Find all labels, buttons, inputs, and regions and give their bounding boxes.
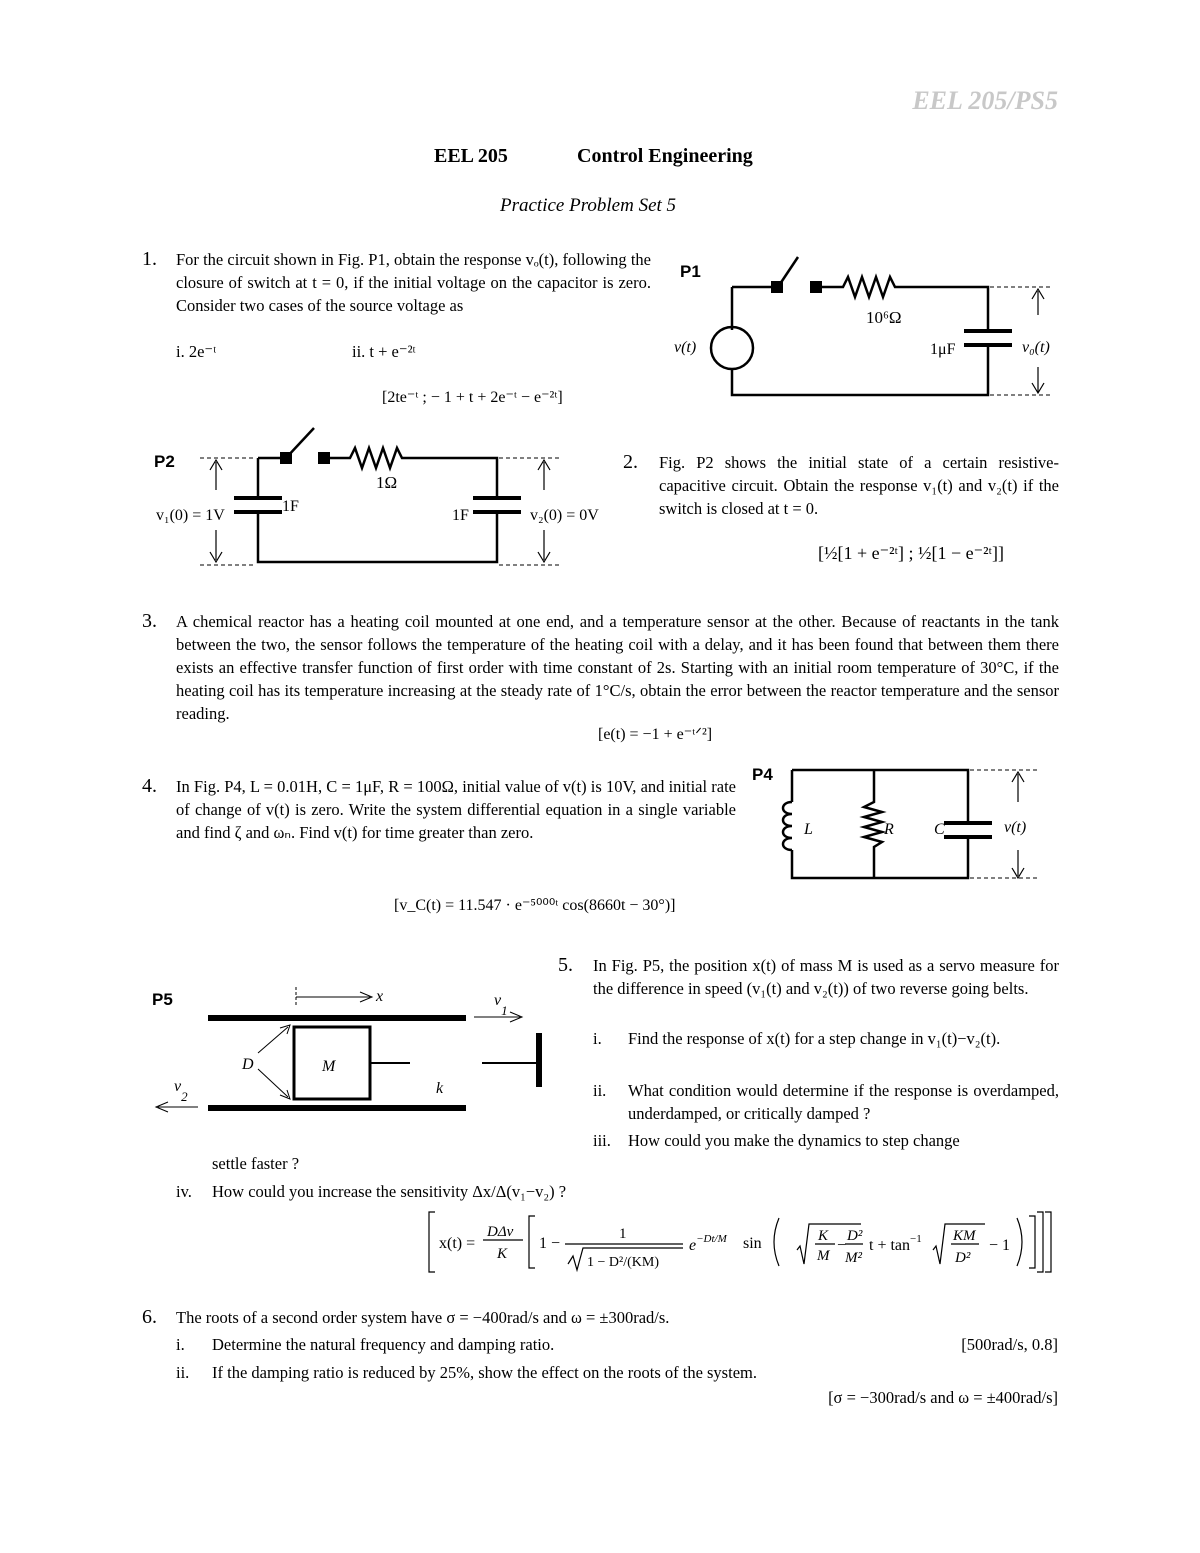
problem-2-answer: [½[1 + e⁻²ᵗ] ; ½[1 − e⁻²ᵗ]]: [818, 543, 1004, 563]
formula-tail: − 1: [989, 1237, 1011, 1254]
figure-p5-label: P5: [152, 990, 173, 1009]
formula-numerator: DΔv: [487, 1224, 514, 1240]
formula-m: M: [817, 1248, 830, 1264]
document-header: EEL 205/PS5: [912, 86, 1058, 115]
figure-p1-circuit: [668, 255, 1068, 415]
problem-set-subtitle: Practice Problem Set 5: [500, 195, 677, 216]
problem-6-item-2-text: If the damping ratio is reduced by 25%, show the effect on the roots of the system.: [212, 1363, 757, 1382]
figure-p1-label: P1: [680, 262, 701, 281]
problem-2-text: Fig. P2 shows the initial state of a certain resistive-capacitive circuit. Obtain the response v₁(t) and v₂(t) if the switch is closed at t = 0.: [659, 453, 1059, 518]
formula-tan-inverse: $t + \tan^{-1}$: [869, 1233, 922, 1254]
figure-p2-c1-label: 1F: [282, 498, 299, 515]
problem-6-item-1-text: Determine the natural frequency and damping ratio.: [212, 1335, 555, 1354]
problem-5-item-1-number: i.: [593, 1029, 602, 1048]
figure-p2-c2-label: 1F: [452, 507, 469, 524]
figure-p1-resistor-label: 10⁶Ω: [866, 308, 902, 327]
problem-4-answer: [v_C(t) = 11.547 · e⁻⁵⁰⁰⁰ᵗ cos(8660t − 30°)]: [394, 897, 676, 914]
course-name: Control Engineering: [577, 145, 753, 167]
formula-sin: sin: [743, 1235, 762, 1252]
problem-1-case-1: i. 2e⁻ᵗ: [176, 342, 217, 361]
problem-6-text: The roots of a second order system have σ = −400rad/s and ω = ±300rad/s.: [176, 1308, 670, 1327]
figure-p4-circuit: [752, 760, 1052, 885]
problem-5-answer-formula: [425, 1208, 1055, 1278]
problem-3-number: 3.: [142, 610, 157, 632]
formula-minus: −: [837, 1237, 847, 1254]
problem-1-answer: [2te⁻ᵗ ; − 1 + t + 2e⁻ᵗ − e⁻²ᵗ]: [382, 389, 563, 406]
figure-p4-output-label: v(t): [1004, 819, 1027, 836]
formula-m-squared: M²: [845, 1250, 862, 1266]
figure-p2-resistor-label: 1Ω: [376, 473, 398, 492]
formula-one-minus: 1 −: [539, 1235, 561, 1252]
figure-p4-capacitor-label: C: [934, 821, 945, 838]
problem-5-item-4-text: How could you increase the sensitivity Δx/Δ(v₁−v₂) ?: [212, 1182, 567, 1201]
problem-6-item-1-answer: [500rad/s, 0.8]: [961, 1335, 1058, 1354]
problem-1-case-2: ii. t + e⁻²ᵗ: [352, 342, 416, 361]
figure-p5-v1-label: $v_1$: [494, 992, 508, 1018]
figure-p2-v2-label: v₂(0) = 0V: [530, 507, 599, 524]
problem-5-item-3-continuation: settle faster ?: [212, 1154, 300, 1173]
formula-exponential: $e^{-Dt/M}$: [689, 1233, 727, 1254]
problem-5-item-3-text: How could you make the dynamics to step change: [628, 1131, 960, 1150]
problem-1-number: 1.: [142, 248, 157, 270]
formula-fraction-denominator: 1 − D²/(KM): [587, 1255, 659, 1270]
figure-p5-servo: [148, 975, 558, 1125]
formula-km: KM: [953, 1228, 976, 1244]
problem-6-item-2-number: ii.: [176, 1363, 190, 1382]
problem-4-number: 4.: [142, 775, 157, 797]
figure-p1-source-label: v(t): [674, 339, 697, 356]
formula-lhs: x(t) =: [439, 1235, 476, 1252]
formula-denominator: K: [497, 1246, 508, 1262]
problem-6-item-2-answer: [σ = −300rad/s and ω = ±400rad/s]: [828, 1388, 1058, 1407]
figure-p5-spring-label: k: [436, 1080, 444, 1097]
problem-3-answer: [e(t) = −1 + e⁻ᵗᐟ²]: [598, 726, 713, 743]
problem-5-item-2-number: ii.: [593, 1081, 607, 1100]
problem-1-text: For the circuit shown in Fig. P1, obtain the response vₒ(t), following the closure of switch at t = 0, if the initial voltage on the capacitor is zero. Consider two cases of the source voltage as: [176, 250, 651, 315]
figure-p2-label: P2: [154, 452, 175, 471]
problem-5-number: 5.: [558, 954, 573, 976]
figure-p5-mass-label: M: [322, 1058, 336, 1075]
course-code: EEL 205: [434, 145, 508, 167]
figure-p2-circuit: [150, 420, 620, 580]
figure-p5-damping-label: D: [242, 1056, 254, 1073]
problem-5-item-3-number: iii.: [593, 1131, 611, 1150]
problem-6-item-1-number: i.: [176, 1335, 185, 1354]
problem-5-item-4-number: iv.: [176, 1182, 192, 1201]
figure-p4-resistor-label: R: [884, 821, 894, 838]
problem-6-number: 6.: [142, 1306, 157, 1328]
problem-2-number: 2.: [623, 451, 638, 473]
problem-5-text: In Fig. P5, the position x(t) of mass M is used as a servo measure for the difference in speed (v₁(t) and v₂(t)) of two reverse going belts.: [593, 956, 1059, 998]
figure-p1-output-label: v₀(t): [1022, 339, 1050, 356]
figure-p5-x-label: x: [376, 988, 384, 1005]
formula-fraction-numerator: 1: [619, 1226, 627, 1242]
figure-p2-v1-label: v₁(0) = 1V: [156, 507, 225, 524]
formula-k: K: [818, 1228, 829, 1244]
figure-p5-v2-label: $v_2$: [174, 1078, 188, 1104]
problem-4-text: In Fig. P4, L = 0.01H, C = 1μF, R = 100Ω, initial value of v(t) is 10V, and initial rate of change of v(t) is zero. Write the system differential equation in a single variable and find ζ and ωₙ. Find v(t) for time greater than zero.: [176, 777, 736, 842]
figure-p4-inductor-label: L: [804, 821, 813, 838]
problem-5-item-2-text: What condition would determine if the response is overdamped, underdamped, or critically damped ?: [628, 1081, 1059, 1123]
figure-p1-capacitor-label: 1μF: [930, 341, 956, 358]
problem-5-item-1-text: Find the response of x(t) for a step change in v₁(t)−v₂(t).: [628, 1029, 1001, 1048]
figure-p4-label: P4: [752, 765, 773, 784]
formula-d-squared: D²: [847, 1228, 863, 1244]
formula-dd-squared: D²: [955, 1250, 971, 1266]
problem-3-text: A chemical reactor has a heating coil mounted at one end, and a temperature sensor at the other. Because of reactants in the tank between the two, the sensor follows the temperature of the heating coil with a delay, and it has been found that between them there exists an effective transfer function of first order with time constant of 2s. Starting with an initial room temperature of 30°C, if the heating coil has its temperature increasing at the steady rate of 1°C/s, obtain the error between the reactor temperature and the sensor reading.: [176, 612, 1059, 723]
